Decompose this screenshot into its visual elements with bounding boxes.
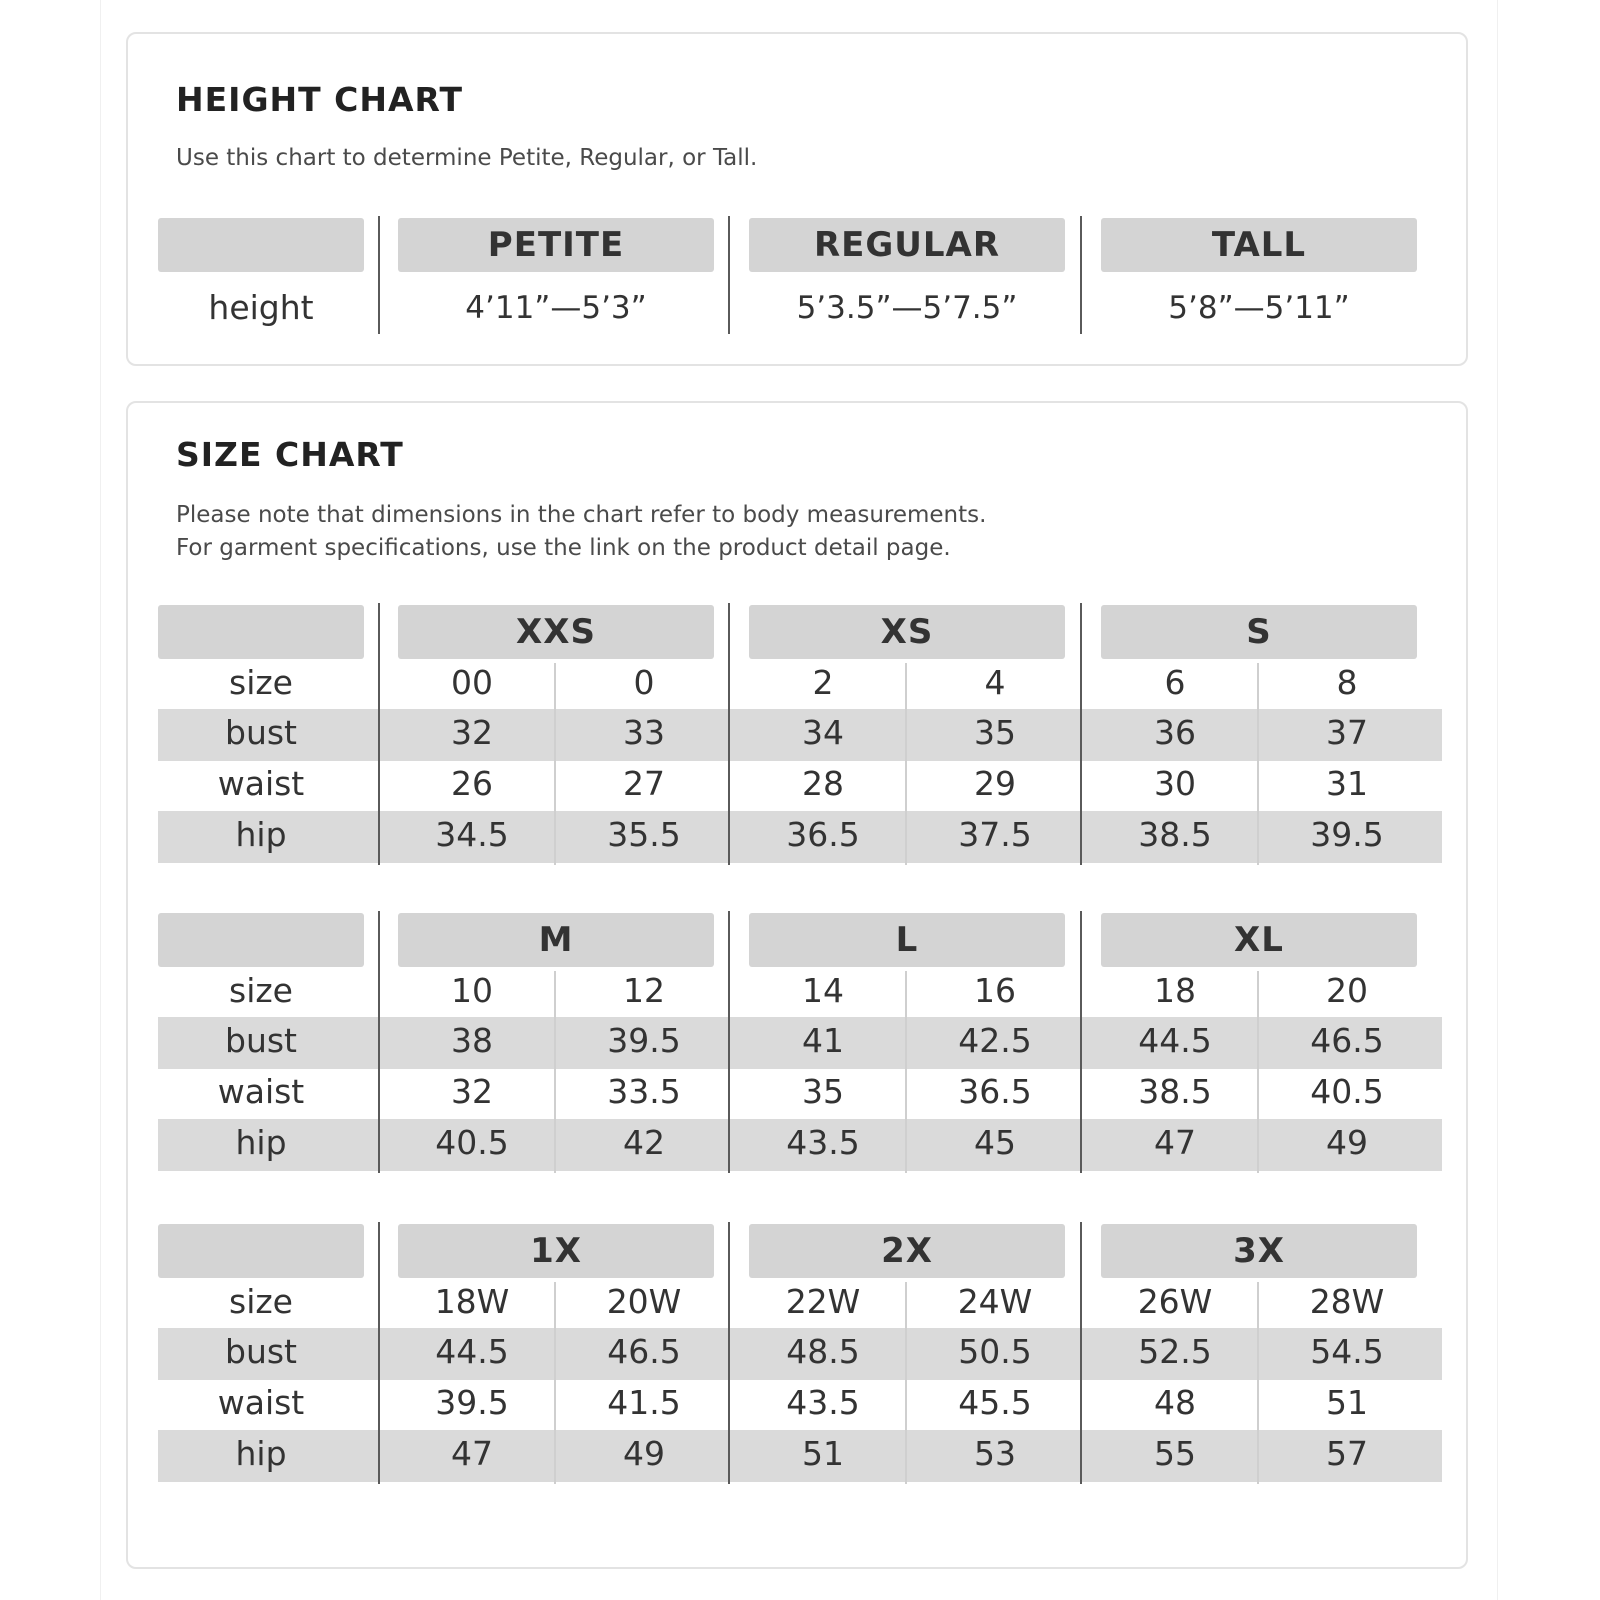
cell-size: 6 [1164, 663, 1186, 702]
cell-bust: 33 [623, 713, 665, 752]
size-group-header: L [749, 913, 1065, 967]
cell-size: 2 [812, 663, 834, 702]
cell-hip: 49 [623, 1434, 665, 1473]
column-divider [378, 216, 380, 334]
size-chart-card [126, 401, 1468, 1569]
size-chart-title: SIZE CHART [176, 435, 404, 474]
column-divider [1080, 1222, 1082, 1484]
cell-waist: 28 [802, 764, 844, 803]
cell-size: 8 [1336, 663, 1358, 702]
cell-bust: 44.5 [1138, 1021, 1212, 1060]
column-divider [378, 603, 380, 865]
cell-bust: 35 [974, 713, 1016, 752]
height-chart-title: HEIGHT CHART [176, 80, 463, 119]
row-label-size: size [229, 1282, 293, 1321]
cell-size: 22W [785, 1282, 861, 1321]
row-label-hip: hip [235, 1123, 287, 1162]
height-chart-description: Use this chart to determine Petite, Regular, or Tall. [176, 145, 758, 171]
row-label-waist: waist [217, 764, 305, 803]
cell-bust: 46.5 [607, 1332, 681, 1371]
row-label-bust: bust [225, 1332, 297, 1371]
cell-size: 10 [451, 971, 493, 1010]
cell-size: 24W [957, 1282, 1033, 1321]
cell-size: 20W [606, 1282, 682, 1321]
column-divider [1080, 911, 1082, 1173]
size-group-header: XL [1101, 913, 1417, 967]
height-value-regular: 5’3.5”—5’7.5” [796, 290, 1018, 326]
row-label-waist: waist [217, 1383, 305, 1422]
cell-bust: 54.5 [1310, 1332, 1384, 1371]
cell-waist: 48 [1154, 1383, 1196, 1422]
size-group-header: M [398, 913, 714, 967]
cell-size: 20 [1326, 971, 1368, 1010]
cell-waist: 30 [1154, 764, 1196, 803]
height-value-petite: 4’11”—5’3” [465, 290, 647, 326]
cell-bust: 39.5 [607, 1021, 681, 1060]
size-group-header: 3X [1101, 1224, 1417, 1278]
row-label-size: size [229, 663, 293, 702]
cell-bust: 34 [802, 713, 844, 752]
cell-hip: 47 [451, 1434, 493, 1473]
cell-bust: 46.5 [1310, 1021, 1384, 1060]
height-header-blank [158, 218, 364, 272]
cell-size: 18 [1154, 971, 1196, 1010]
cell-size: 16 [974, 971, 1016, 1010]
cell-waist: 26 [451, 764, 493, 803]
cell-size: 28W [1309, 1282, 1385, 1321]
column-divider [378, 1222, 380, 1484]
cell-waist: 45.5 [958, 1383, 1032, 1422]
cell-bust: 38 [451, 1021, 493, 1060]
size-chart-description-line: Please note that dimensions in the chart refer to body measurements. [176, 502, 987, 528]
cell-waist: 38.5 [1138, 1072, 1212, 1111]
cell-waist: 32 [451, 1072, 493, 1111]
row-label-bust: bust [225, 713, 297, 752]
cell-hip: 45 [974, 1123, 1016, 1162]
cell-waist: 43.5 [786, 1383, 860, 1422]
row-label-size: size [229, 971, 293, 1010]
cell-hip: 38.5 [1138, 815, 1212, 854]
cell-hip: 57 [1326, 1434, 1368, 1473]
header-regular: REGULAR [749, 218, 1065, 272]
cell-hip: 49 [1326, 1123, 1368, 1162]
cell-hip: 36.5 [786, 815, 860, 854]
cell-bust: 44.5 [435, 1332, 509, 1371]
column-divider [1080, 603, 1082, 865]
cell-hip: 53 [974, 1434, 1016, 1473]
cell-waist: 35 [802, 1072, 844, 1111]
cell-hip: 40.5 [435, 1123, 509, 1162]
cell-hip: 39.5 [1310, 815, 1384, 854]
height-row-label: height [208, 288, 314, 327]
cell-size: 26W [1137, 1282, 1213, 1321]
header-petite: PETITE [398, 218, 714, 272]
cell-waist: 39.5 [435, 1383, 509, 1422]
cell-size: 0 [633, 663, 655, 702]
column-divider [1080, 216, 1082, 334]
cell-waist: 27 [623, 764, 665, 803]
cell-waist: 33.5 [607, 1072, 681, 1111]
size-group-header: 1X [398, 1224, 714, 1278]
row-label-hip: hip [235, 1434, 287, 1473]
cell-bust: 48.5 [786, 1332, 860, 1371]
cell-size: 12 [623, 971, 665, 1010]
table-header-blank [158, 913, 364, 967]
cell-hip: 34.5 [435, 815, 509, 854]
cell-hip: 35.5 [607, 815, 681, 854]
cell-size: 18W [434, 1282, 510, 1321]
size-group-header: XS [749, 605, 1065, 659]
cell-size: 14 [802, 971, 844, 1010]
cell-hip: 55 [1154, 1434, 1196, 1473]
row-label-hip: hip [235, 815, 287, 854]
cell-bust: 36 [1154, 713, 1196, 752]
row-label-waist: waist [217, 1072, 305, 1111]
cell-bust: 42.5 [958, 1021, 1032, 1060]
size-chart-description [176, 499, 986, 565]
cell-hip: 47 [1154, 1123, 1196, 1162]
cell-size: 4 [984, 663, 1006, 702]
header-tall: TALL [1101, 218, 1417, 272]
height-value-tall: 5’8”—5’11” [1168, 290, 1350, 326]
cell-waist: 31 [1326, 764, 1368, 803]
cell-waist: 36.5 [958, 1072, 1032, 1111]
cell-hip: 51 [802, 1434, 844, 1473]
cell-size: 00 [451, 663, 493, 702]
cell-waist: 41.5 [607, 1383, 681, 1422]
column-divider [728, 216, 730, 334]
cell-bust: 41 [802, 1021, 844, 1060]
cell-waist: 29 [974, 764, 1016, 803]
cell-bust: 37 [1326, 713, 1368, 752]
height-chart-card [126, 32, 1468, 366]
cell-bust: 52.5 [1138, 1332, 1212, 1371]
cell-hip: 37.5 [958, 815, 1032, 854]
cell-hip: 42 [623, 1123, 665, 1162]
size-group-header: S [1101, 605, 1417, 659]
size-group-header: 2X [749, 1224, 1065, 1278]
cell-bust: 32 [451, 713, 493, 752]
column-divider [378, 911, 380, 1173]
size-group-header: XXS [398, 605, 714, 659]
row-label-bust: bust [225, 1021, 297, 1060]
table-header-blank [158, 605, 364, 659]
cell-waist: 51 [1326, 1383, 1368, 1422]
size-chart-description-line: For garment specifications, use the link on the product detail page. [176, 535, 951, 561]
cell-bust: 50.5 [958, 1332, 1032, 1371]
cell-waist: 40.5 [1310, 1072, 1384, 1111]
table-header-blank [158, 1224, 364, 1278]
cell-hip: 43.5 [786, 1123, 860, 1162]
